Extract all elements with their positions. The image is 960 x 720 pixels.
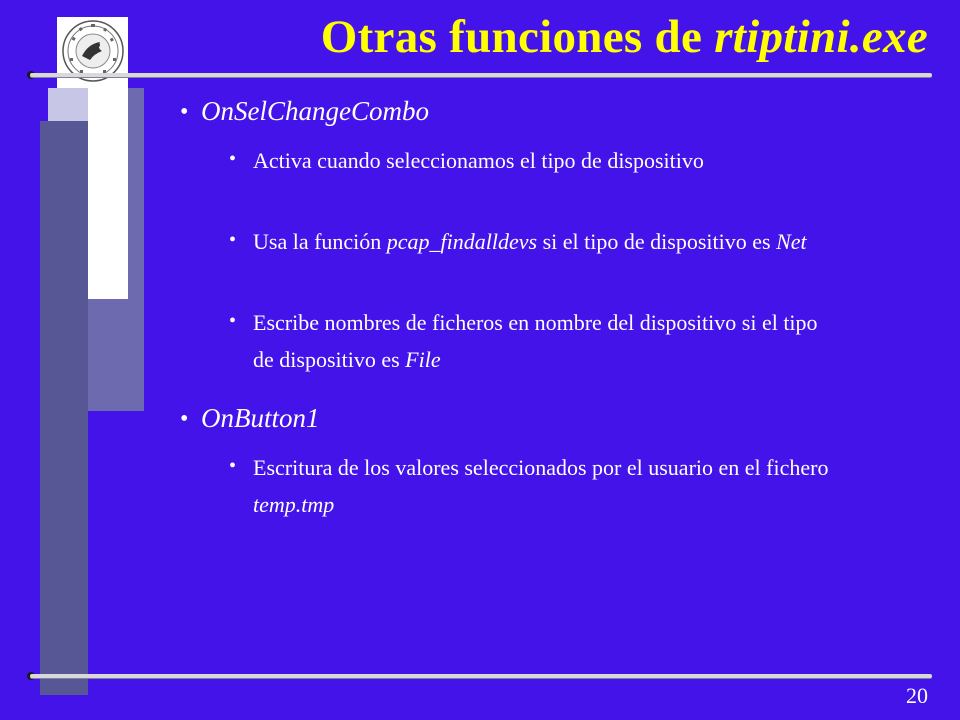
sub-bullet-text: Escribe nombres de ficheros en nombre del dispositivo si el tipo de dispositivo es <box>253 310 818 372</box>
bullet-dot: • <box>180 406 189 432</box>
sub-bullet-escritura <box>253 449 833 523</box>
sub-bullet-text: Activa cuando seleccionamos el tipo de dispositivo <box>253 148 704 173</box>
sub-bullet-escribe <box>253 304 833 378</box>
bullet-dot: • <box>180 99 189 125</box>
device-type: Net <box>776 229 807 254</box>
title-text: Otras funciones de <box>320 11 715 63</box>
bullet-dot: • <box>229 148 237 170</box>
footer-rule <box>30 674 932 678</box>
sub-bullet-text: Escritura de los valores seleccionados por el usuario en el fichero <box>253 455 829 480</box>
sub-bullet-activa <box>253 142 833 179</box>
sub-bullet-text: Usa la función <box>253 229 387 254</box>
page-number: 20 <box>906 683 928 708</box>
sub-bullet-text: si el tipo de dispositivo es <box>537 229 777 254</box>
bullet-onbutton1: OnButton1 <box>201 403 320 433</box>
slide-title <box>321 10 928 64</box>
bullet-dot: • <box>229 310 237 332</box>
function-name: pcap_findalldevs <box>386 229 538 254</box>
title-rule <box>30 73 932 77</box>
title-filename: rtiptini.exe <box>714 11 928 63</box>
bullet-dot: • <box>229 229 237 251</box>
bullet-onselchangecombo: OnSelChangeCombo <box>201 96 429 126</box>
bullet-dot: • <box>229 455 237 477</box>
sub-bullet-usa <box>253 223 833 260</box>
decorative-panel-slate <box>40 121 88 695</box>
device-type: File <box>405 347 441 372</box>
file-name: temp.tmp <box>253 492 335 517</box>
